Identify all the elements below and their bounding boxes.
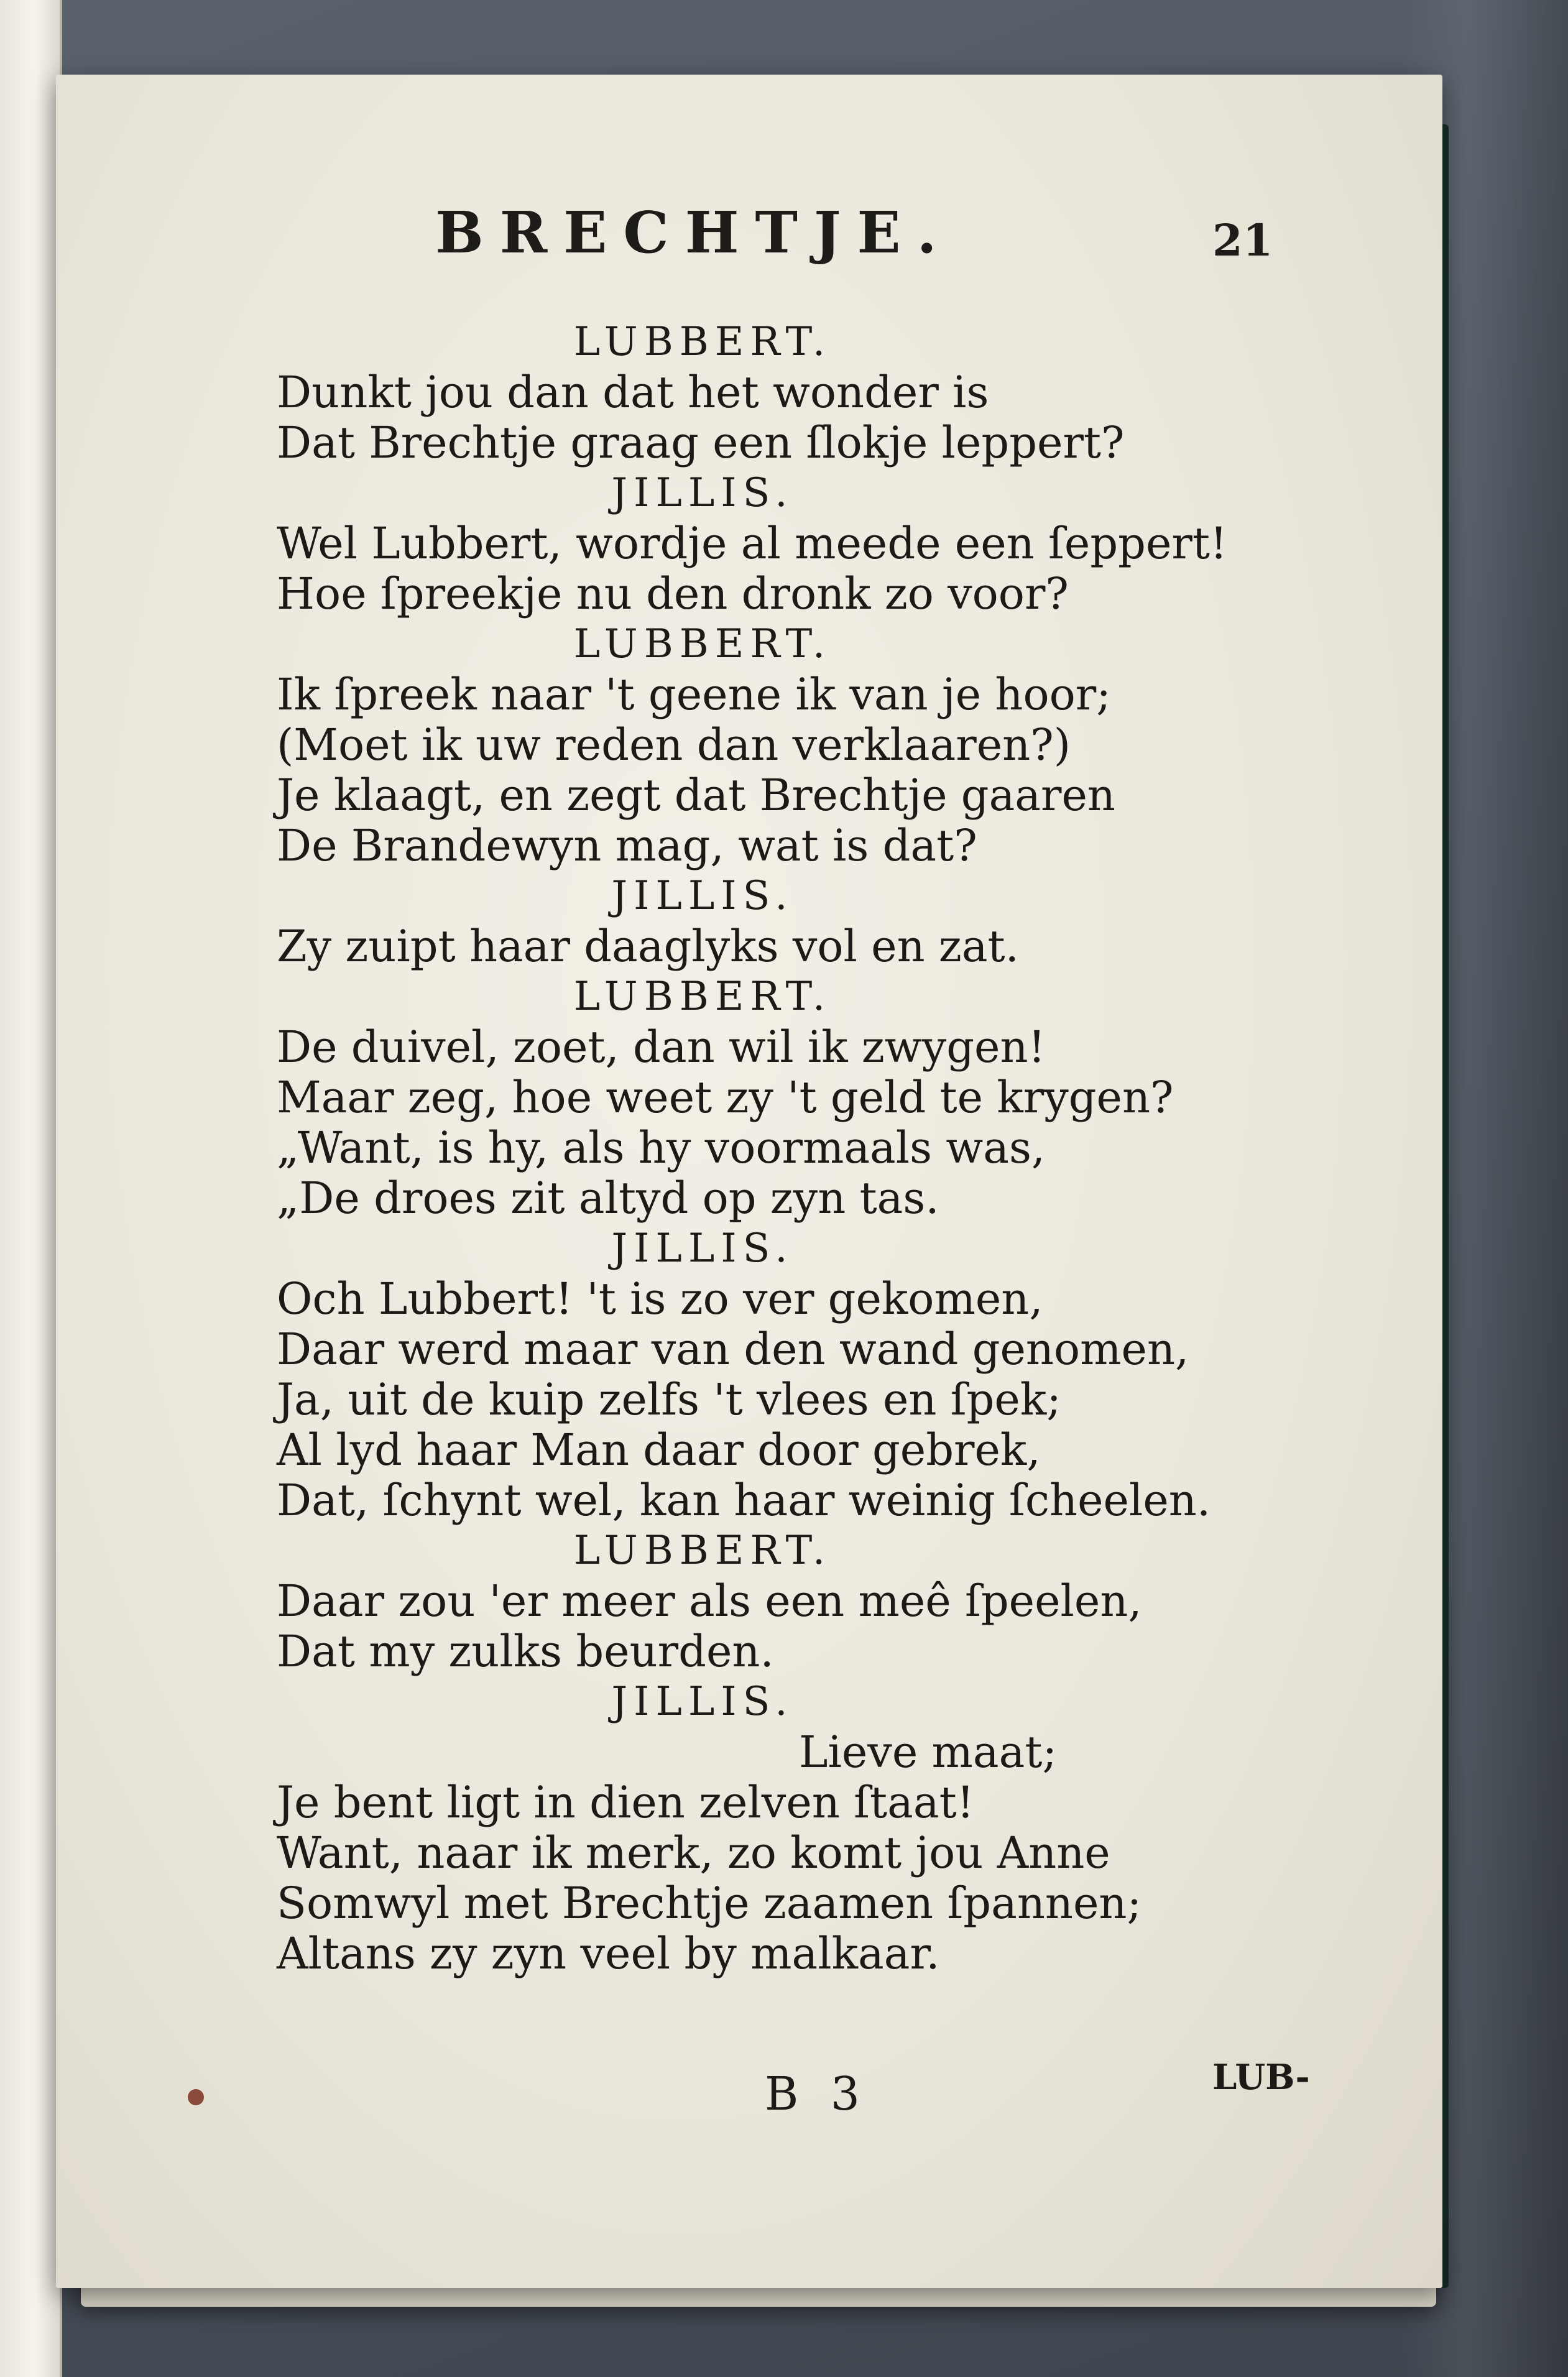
verse-line: Ja, uit de kuip zelfs 't vlees en ſpek; [277, 1374, 1061, 1425]
speaker-name: LUBBERT. [573, 974, 832, 1020]
verse-line: Dat my zulks beurden. [277, 1626, 774, 1677]
verse-text-block [277, 317, 1228, 1979]
speaker-name: LUBBERT. [573, 1528, 832, 1574]
verse-line: Hoe ſpreekje nu den dronk zo voor? [277, 568, 1069, 619]
verse-line: Je bent ligt in dien zelven ſtaat! [277, 1777, 974, 1828]
verse-line: De Brandewyn mag, wat is dat? [277, 820, 977, 871]
signature-mark: B 3 [765, 2067, 869, 2121]
verse-line: Dat Brechtje graag een ſlokje leppert? [277, 417, 1125, 468]
catchword: LUB- [1212, 2057, 1310, 2098]
verse-line: Al lyd haar Man daar door gebrek, [277, 1424, 1041, 1475]
facing-page-edge [0, 0, 62, 2377]
page-number: 21 [1212, 215, 1273, 266]
verse-line: Maar zeg, hoe weet zy 't geld te krygen? [277, 1072, 1174, 1123]
speaker-name: JILLIS. [611, 1225, 794, 1272]
verse-line: „Want, is hy, als hy voormaals was, [277, 1122, 1046, 1173]
speaker-name: LUBBERT. [573, 621, 832, 667]
verse-line: Want, naar ik merk, zo komt jou Anne [277, 1827, 1110, 1878]
verse-line: Altans zy zyn veel by malkaar. [277, 1928, 940, 1979]
verse-line: Lieve maat; [799, 1727, 1058, 1778]
verse-line: Dat, ſchynt wel, kan haar weinig ſcheelen. [277, 1475, 1211, 1526]
verse-line: (Moet ik uw reden dan verklaaren?) [277, 719, 1071, 770]
verse-line: Wel Lubbert, wordje al meede een ſeppert! [277, 518, 1228, 569]
verse-line: „De droes zit altyd op zyn tas. [277, 1173, 939, 1224]
verse-line: Ik ſpreek naar 't geene ik van je hoor; [277, 669, 1111, 720]
verse-line: Daar zou 'er meer als een meê ſpeelen, [277, 1576, 1142, 1627]
speaker-name: LUBBERT. [573, 319, 832, 365]
speaker-name: JILLIS. [611, 470, 794, 516]
running-title: BRECHTJE. [435, 199, 953, 266]
verse-line: Somwyl met Brechtje zaamen ſpannen; [277, 1878, 1142, 1929]
speaker-name: JILLIS. [611, 1679, 794, 1725]
speaker-name: JILLIS. [611, 873, 794, 919]
verse-line: Daar werd maar van den wand genomen, [277, 1324, 1189, 1375]
verse-line: De duivel, zoet, dan wil ik zwygen! [277, 1022, 1046, 1073]
verse-line: Dunkt jou dan dat het wonder is [277, 367, 989, 418]
verse-line: Zy zuipt haar daaglyks vol en zat. [277, 921, 1019, 972]
verse-line: Je klaagt, en zegt dat Brechtje gaaren [277, 770, 1116, 821]
ink-stain [188, 2089, 204, 2105]
verse-line: Och Lubbert! 't is zo ver gekomen, [277, 1273, 1043, 1324]
